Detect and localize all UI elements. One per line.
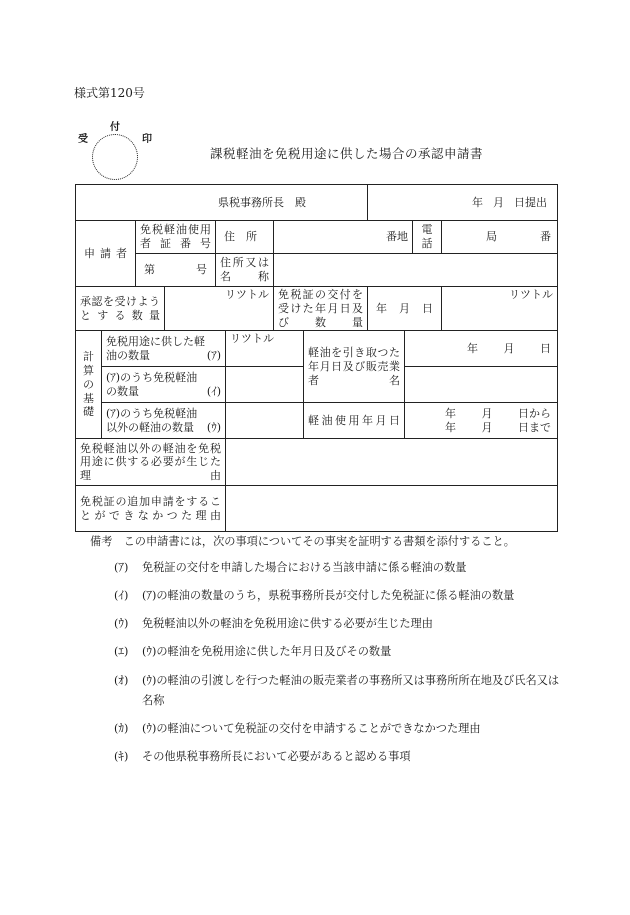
remarks-item: [114, 558, 560, 578]
remarks-item-text: (ｳ)の軽油の引渡しを行つた軽油の販売業者の事務所又は事務所所在地及び氏名又は名称: [142, 673, 560, 707]
row-a-label: 免税用途に供した軽油の数量: [106, 335, 205, 362]
applicant-label-cell: [76, 221, 136, 287]
calc-basis-label-cell: [76, 331, 102, 439]
row-a-liter-unit: リツトル: [230, 332, 274, 346]
row-a-label-cell: [102, 331, 226, 367]
calc-char-1: 計: [83, 350, 94, 364]
date-day: 日提出: [514, 195, 547, 209]
remarks-section: [90, 533, 560, 775]
address-label: 住 所: [216, 221, 274, 254]
reason-2-input[interactable]: [226, 486, 558, 532]
reception-stamp-area: [76, 118, 156, 188]
applicant-char-1: 申: [84, 246, 95, 260]
reason-1-input[interactable]: [226, 439, 558, 486]
stamp-char-tsuki: 付: [110, 122, 120, 133]
remarks-item: [114, 671, 560, 711]
remarks-item-text: (ｳ)の軽油を免税用途に供した年月日及びその数量: [142, 645, 392, 659]
submission-date-cell[interactable]: [368, 185, 558, 221]
receipt-month: 月: [503, 341, 515, 355]
addressee-cell: [76, 185, 368, 221]
cert-issued-date-input[interactable]: [368, 287, 442, 331]
cert-number-label: 免税軽油使用者証番号: [136, 221, 216, 254]
address-input[interactable]: [274, 221, 413, 254]
receipt-year: 年: [467, 341, 478, 355]
approval-qty-label: 承認を受けようとする数量: [76, 287, 165, 331]
remarks-item-text: その他県税事務所長において必要があると認める事項: [142, 750, 411, 764]
receipt-day: 日: [540, 341, 551, 355]
cert-issued-liter-unit: リツトル: [509, 288, 553, 301]
phone-label: 電話: [413, 221, 442, 254]
stamp-char-in: 印: [142, 134, 152, 145]
cert-issued-label: 免税証の交付を受けた年月日及び数量: [274, 287, 368, 331]
use-from-month: 月: [481, 407, 493, 420]
use-to-year: 年: [445, 420, 456, 434]
date-year: 年: [472, 195, 483, 209]
name-input[interactable]: [274, 254, 558, 287]
name-label: 住所又は名 称: [216, 254, 274, 287]
row-b-qty-input[interactable]: [226, 367, 304, 403]
approval-liter-unit: リツトル: [225, 288, 269, 301]
remarks-item-text: 免税証の交付を申請した場合における当該申請に係る軽油の数量: [142, 561, 467, 574]
remarks-item-mark: (ｵ): [114, 673, 129, 687]
application-form-table: [75, 184, 558, 532]
kyoku-label: 局: [486, 230, 497, 244]
row-c-qty-input[interactable]: [226, 403, 304, 439]
remarks-item-mark: (ｶ): [114, 721, 129, 735]
receipt-date-input[interactable]: [405, 331, 558, 367]
row-b-label: (ｱ)のうち免税軽油の数量: [106, 371, 198, 398]
date-month: 月: [493, 195, 504, 209]
remarks-item-mark: (ｴ): [114, 645, 129, 659]
applicant-char-2: 請: [100, 246, 111, 260]
calc-char-5: 礎: [83, 405, 94, 419]
applicant-char-3: 者: [116, 246, 127, 260]
document-title: 課税軽油を免税用途に供した場合の承認申請書: [210, 146, 484, 161]
calc-char-4: 基: [83, 391, 94, 405]
use-to-day: 日まで: [518, 420, 551, 434]
remarks-item-mark: (ｳ): [114, 617, 129, 631]
cert-issued-year: 年: [376, 301, 387, 315]
remarks-lead: 備考 この申請書には，次の事項についてその事実を証明する書類を添付すること。: [90, 535, 515, 548]
remarks-item-mark: (ｱ): [114, 561, 129, 574]
remarks-item-mark: (ｷ): [114, 750, 129, 764]
remarks-item: [114, 614, 560, 634]
cert-dai: 第: [144, 263, 155, 277]
use-from-year: 年: [445, 407, 456, 420]
remarks-item: [114, 719, 560, 739]
cert-issued-month: 月: [399, 301, 410, 315]
use-to-month: 月: [481, 420, 493, 434]
row-c-mark: (ｳ): [206, 420, 221, 434]
reason-2-label: 免税証の追加申請をすることができなかつた理由: [76, 486, 226, 532]
cert-issued-day: 日: [422, 301, 433, 315]
remarks-item-text: (ｱ)の軽油の数量のうち，県税事務所長が交付した免税証に係る軽油の数量: [142, 589, 515, 603]
row-a-qty-input[interactable]: [226, 331, 304, 367]
cert-go: 号: [196, 263, 207, 277]
ban-label: 番: [540, 230, 551, 244]
stamp-char-uke: 受: [78, 134, 88, 145]
use-date-input[interactable]: [405, 403, 558, 439]
remarks-item-text: 免税軽油以外の軽油を免税用途に供する必要が生じた理由: [142, 617, 433, 631]
remarks-item: [114, 747, 560, 767]
remarks-item: [114, 586, 560, 606]
vendor-name-input[interactable]: [405, 367, 558, 403]
addressee: 県税事務所長 殿: [218, 195, 306, 209]
remarks-item-mark: (ｲ): [114, 589, 129, 603]
remarks-item-text: (ｳ)の軽油について免税証の交付を申請することができなかつた理由: [142, 721, 481, 735]
remarks-item: [114, 642, 560, 662]
form-number: 様式第120号: [74, 86, 145, 100]
row-c-label-cell: [102, 403, 226, 439]
use-from-day: 日から: [518, 407, 551, 420]
cert-issued-qty-input[interactable]: [442, 287, 558, 331]
row-c-label: (ｱ)のうち免税軽油以外の軽油の数量: [106, 407, 198, 434]
row-b-label-cell: [102, 367, 226, 403]
cert-number-input[interactable]: [136, 254, 216, 287]
banchi-label: 番地: [386, 230, 408, 244]
approval-qty-input[interactable]: [165, 287, 274, 331]
calc-char-3: の: [83, 377, 94, 391]
row-b-mark: (ｲ): [206, 384, 221, 398]
reason-1-label: 免税軽油以外の軽油を免税用途に供する必要が生じた理由: [76, 439, 226, 486]
row-a-mark: (ｱ): [206, 348, 221, 362]
stamp-circle: [92, 134, 138, 180]
receipt-date-vendor-label: 軽油を引き取つた年月日及び販売業者名: [304, 331, 405, 403]
use-date-label: 軽油使用年月日: [304, 403, 405, 439]
phone-input[interactable]: [442, 221, 558, 254]
calc-char-2: 算: [83, 364, 94, 378]
